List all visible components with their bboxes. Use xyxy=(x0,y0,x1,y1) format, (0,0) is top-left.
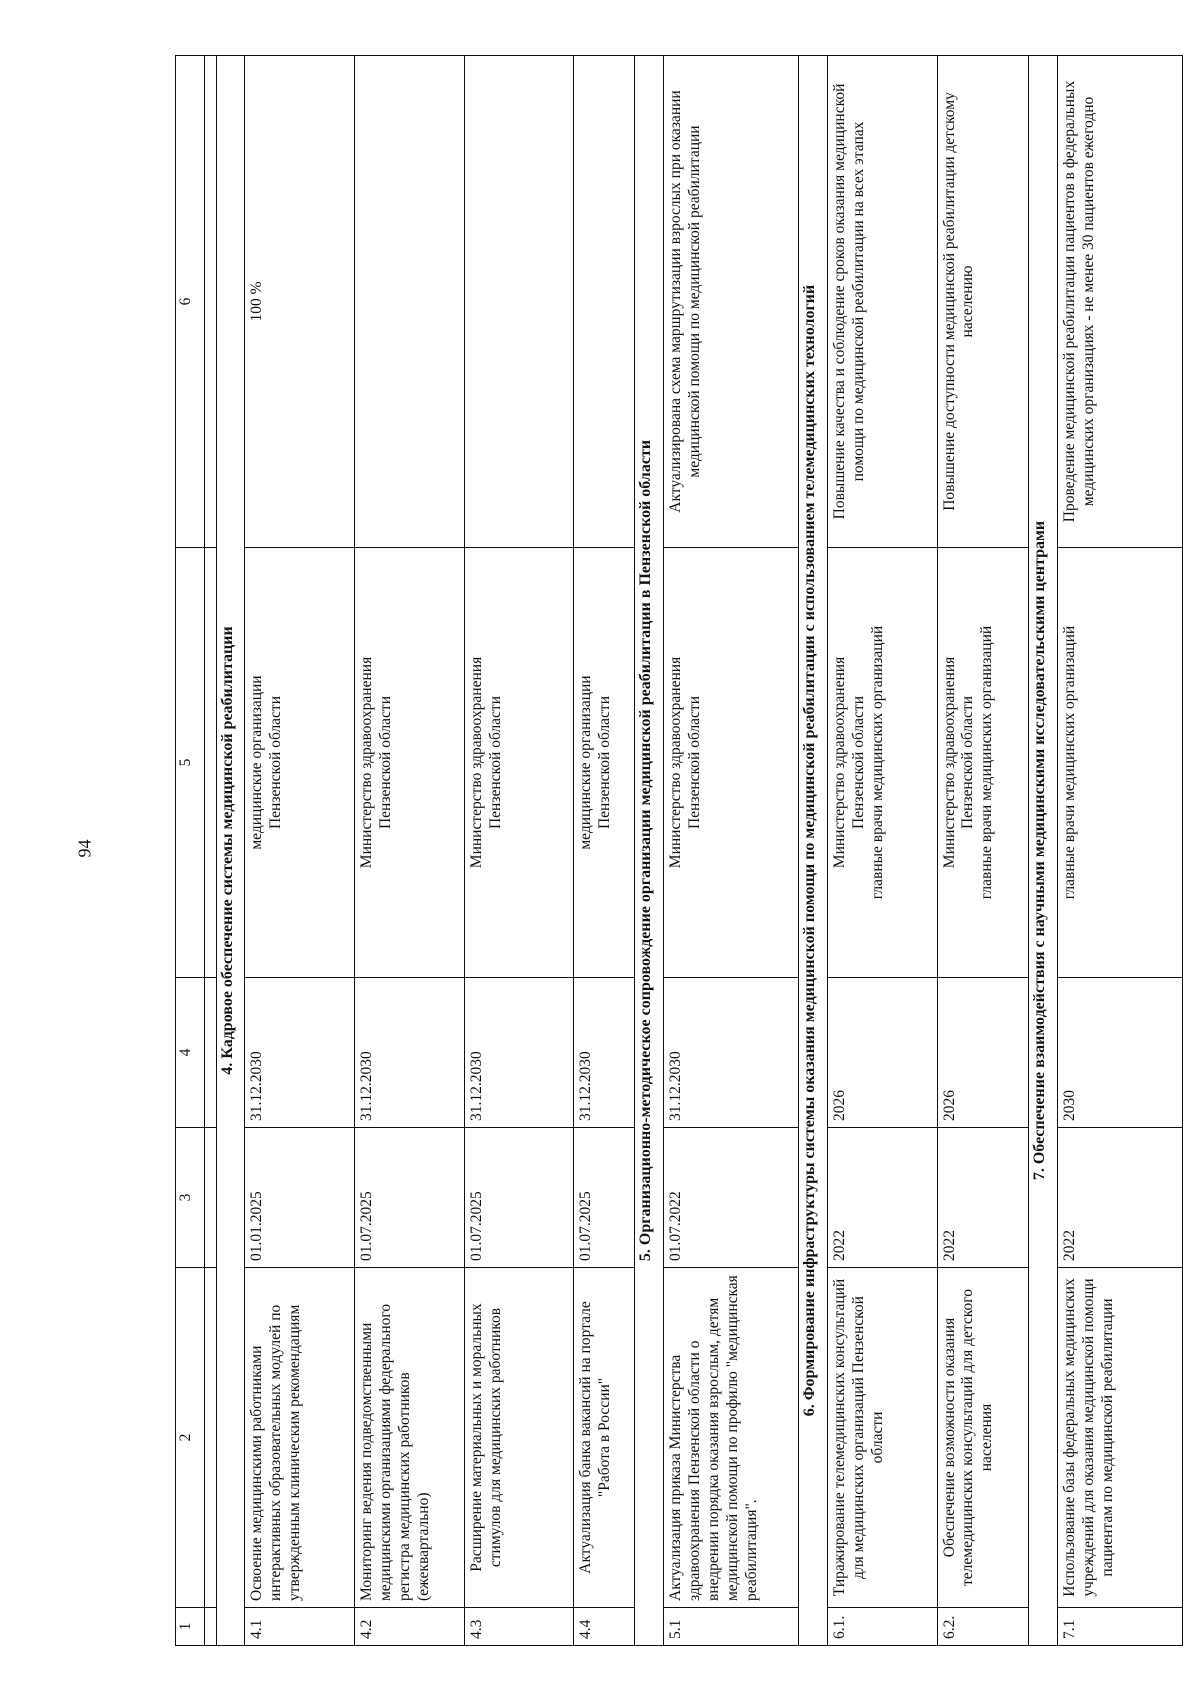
row-number: 5.1 xyxy=(664,1608,799,1646)
end-date: 2030 xyxy=(1058,978,1183,1128)
end-date: 2026 xyxy=(827,978,937,1128)
section-heading: 7. Обеспечение взаимодействия с научными медицинскими исследовательскими центрами xyxy=(1029,56,1058,1646)
rotated-table-container xyxy=(175,56,1183,1646)
column-number-cell: 3 xyxy=(176,1128,205,1268)
end-date: 31.12.2030 xyxy=(664,978,799,1128)
section-heading-row xyxy=(635,56,664,1646)
table-row xyxy=(355,56,465,1646)
measure-description: Расширение материальных и моральных стимулов для медицинских работников xyxy=(464,1268,574,1608)
responsible-line: Пензенской области xyxy=(959,695,977,830)
measure-description: Тиражирование телемедицинских консультаций для медицинских организаций Пензенской области xyxy=(827,1268,937,1608)
measure-description: Мониторинг ведения подведомственными медицинскими организациями федерального регистра медицинских работников (ежеквартально) xyxy=(355,1268,465,1608)
start-date: 2022 xyxy=(1058,1128,1183,1268)
end-date: 2026 xyxy=(937,978,1029,1128)
table-row xyxy=(827,56,937,1646)
expected-result xyxy=(464,56,574,548)
responsible-executors xyxy=(827,548,937,978)
row-number: 4.1 xyxy=(245,1608,355,1646)
expected-result: Повышение доступности медицинской реабилитации детскому населению xyxy=(937,56,1029,548)
table-row xyxy=(1058,56,1183,1646)
page-number: 94 xyxy=(74,839,95,858)
table-row xyxy=(245,56,355,1646)
start-date: 2022 xyxy=(937,1128,1029,1268)
responsible-line: Пензенской области xyxy=(849,695,867,830)
column-number-row xyxy=(176,56,205,1646)
row-number: 6.1. xyxy=(827,1608,937,1646)
responsible-executors xyxy=(937,548,1029,978)
measures-table xyxy=(175,55,1183,1646)
expected-result: Проведение медицинской реабилитации пациентов в федеральных медицинских организациях - не менее 30 пациентов ежегодно xyxy=(1058,56,1183,548)
section-heading: 4. Кадровое обеспечение системы медицинской реабилитации xyxy=(216,56,245,1646)
section-heading: 5. Организационно-методическое сопровождение организации медицинской реабилитации в Пензенской области xyxy=(635,56,664,1646)
column-number-cell: 6 xyxy=(176,56,205,548)
responsible-line: Пензенской области xyxy=(596,695,614,830)
spacer-row xyxy=(205,56,216,1646)
row-number: 4.3 xyxy=(464,1608,574,1646)
responsible-executors xyxy=(464,548,574,978)
expected-result xyxy=(355,56,465,548)
responsible-line: Пензенской области xyxy=(486,695,504,830)
column-number-cell: 5 xyxy=(176,548,205,978)
responsible-line: Пензенской области xyxy=(267,695,285,830)
start-date: 01.07.2025 xyxy=(574,1128,635,1268)
measure-description: Обеспечение возможности оказания телемедицинских консультаций для детского населения xyxy=(937,1268,1029,1608)
start-date: 2022 xyxy=(827,1128,937,1268)
responsible-line: Министерство здравоохранения xyxy=(940,656,958,869)
expected-result xyxy=(574,56,635,548)
column-number-cell: 2 xyxy=(176,1268,205,1608)
responsible-line: медицинские организации xyxy=(577,675,595,850)
responsible-line: Министерство здравоохранения xyxy=(830,656,848,869)
section-heading: 6. Формирование инфраструктуры системы оказания медицинской помощи по медицинской реабилитации с использованием телемедицинских технологий xyxy=(799,56,828,1646)
measure-description: Использование базы федеральных медицинских учреждений для оказания медицинской помощи пациентам по медицинской реабилитации xyxy=(1058,1268,1183,1608)
end-date: 31.12.2030 xyxy=(355,978,465,1128)
expected-result: Актуализирована схема маршрутизации взрослых при оказании медицинской помощи по медицинской реабилитации xyxy=(664,56,799,548)
table-row xyxy=(937,56,1029,1646)
expected-result: Повышение качества и соблюдение сроков оказания медицинской помощи по медицинской реабилитации на всех этапах xyxy=(827,56,937,548)
responsible-executors xyxy=(245,548,355,978)
start-date: 01.01.2025 xyxy=(245,1128,355,1268)
responsible-line: главные врачи медицинских организаций xyxy=(1061,625,1078,900)
expected-result: 100 % xyxy=(245,56,355,548)
responsible-line: медицинские организации xyxy=(248,675,266,850)
row-number: 7.1 xyxy=(1058,1608,1183,1646)
row-number: 4.4 xyxy=(574,1608,635,1646)
table-row xyxy=(574,56,635,1646)
responsible-line: Пензенской области xyxy=(686,695,704,830)
section-heading-row xyxy=(799,56,828,1646)
section-heading-row xyxy=(1029,56,1058,1646)
measure-description: Освоение медицинскими работниками интерактивных образовательных модулей по утвержденным клиническим рекомендациям xyxy=(245,1268,355,1608)
responsible-executors xyxy=(574,548,635,978)
end-date: 31.12.2030 xyxy=(574,978,635,1128)
end-date: 31.12.2030 xyxy=(245,978,355,1128)
section-heading-row xyxy=(216,56,245,1646)
start-date: 01.07.2025 xyxy=(464,1128,574,1268)
table-body xyxy=(176,56,1183,1646)
start-date: 01.07.2025 xyxy=(355,1128,465,1268)
responsible-executors xyxy=(664,548,799,978)
measure-description: Актуализация приказа Министерства здравоохранения Пензенской области о внедрении порядка оказания взрослым, детям медицинской помощи по профилю "медицинская реабилитация". xyxy=(664,1268,799,1608)
responsible-line: главные врачи медицинских организаций xyxy=(868,625,886,900)
measure-description: Актуализация банка вакансий на портале "Работа в России" xyxy=(574,1268,635,1608)
responsible-line: Министерство здравоохранения xyxy=(467,656,485,869)
responsible-line: Пензенской области xyxy=(376,695,394,830)
table-row xyxy=(464,56,574,1646)
column-number-cell: 4 xyxy=(176,978,205,1128)
responsible-executors xyxy=(355,548,465,978)
responsible-line: главные врачи медицинских организаций xyxy=(978,625,996,900)
row-number: 4.2 xyxy=(355,1608,465,1646)
row-number: 6.2. xyxy=(937,1608,1029,1646)
table-row xyxy=(664,56,799,1646)
responsible-line: Министерство здравоохранения xyxy=(358,656,376,869)
responsible-executors xyxy=(1058,548,1183,978)
end-date: 31.12.2030 xyxy=(464,978,574,1128)
column-number-cell: 1 xyxy=(176,1608,205,1646)
start-date: 01.07.2022 xyxy=(664,1128,799,1268)
responsible-line: Министерство здравоохранения xyxy=(667,656,685,869)
